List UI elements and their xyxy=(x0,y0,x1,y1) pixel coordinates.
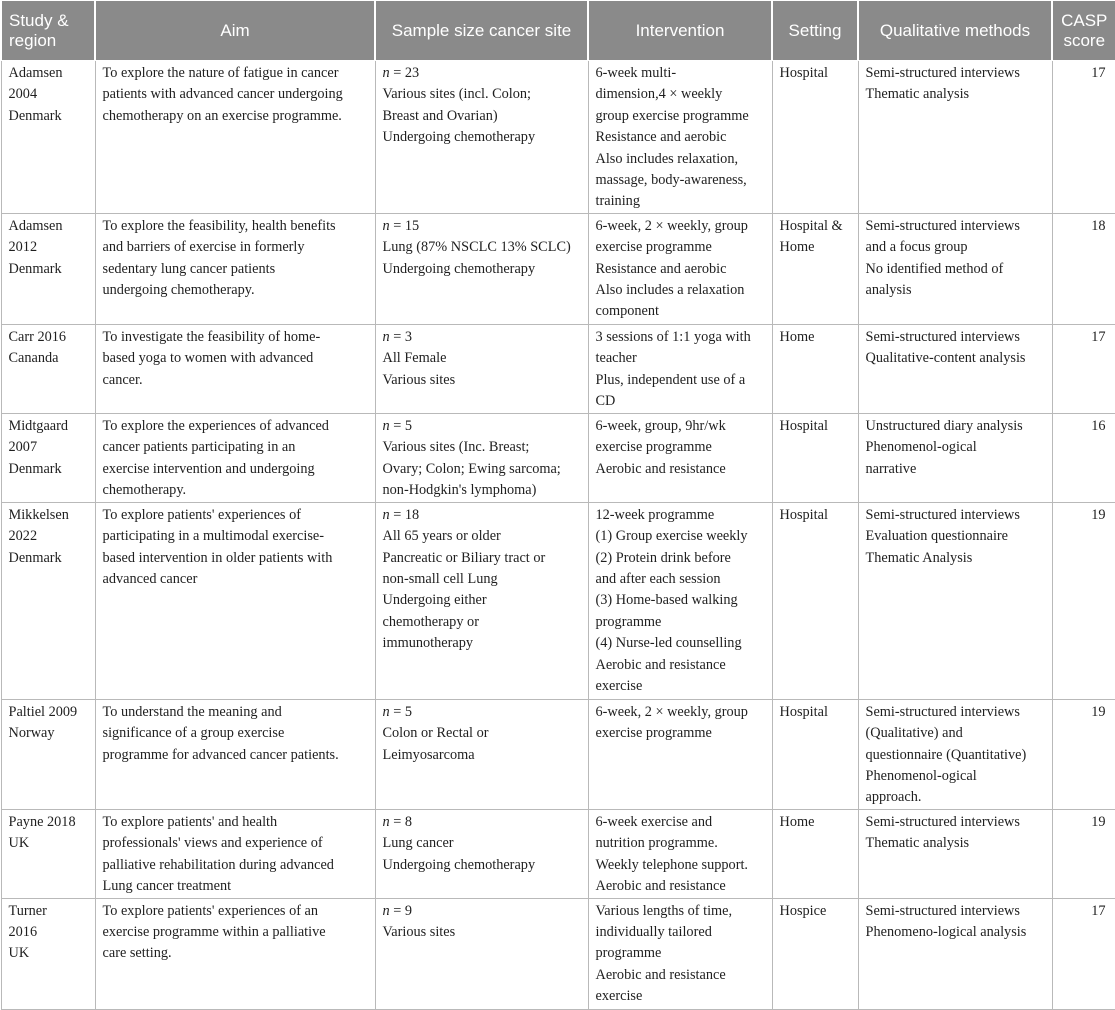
sample-size-line: n = 5 xyxy=(382,703,413,720)
sample-line: Pancreatic or Biliary tract or xyxy=(382,549,546,566)
aim-line: based yoga to women with advanced xyxy=(102,350,314,367)
setting-line: Hospice xyxy=(779,902,827,919)
methods-cell xyxy=(858,413,1052,502)
methods-line: No identified method of xyxy=(865,260,1004,277)
intervention-line: Plus, independent use of a xyxy=(595,371,746,388)
study-line: Turner xyxy=(8,902,47,919)
study-line: 2012 xyxy=(8,239,38,256)
aim-line: To explore the experiences of advanced xyxy=(102,417,329,434)
intervention-line: programme xyxy=(595,613,662,630)
sample-line: Various sites (incl. Colon; xyxy=(382,86,532,103)
intervention-line: (2) Protein drink before xyxy=(595,549,731,566)
header-setting: Setting xyxy=(772,1,858,61)
sample-size-line: n = 9 xyxy=(382,902,413,919)
sample-line: Undergoing either xyxy=(382,592,487,609)
methods-cell xyxy=(858,898,1052,1009)
study-line: 2016 xyxy=(8,923,38,940)
methods-line: Thematic analysis xyxy=(865,835,970,852)
sample-line: non-small cell Lung xyxy=(382,571,498,588)
aim-line: cancer. xyxy=(102,371,143,388)
intervention-cell xyxy=(588,213,772,324)
intervention-line: teacher xyxy=(595,350,637,367)
aim-line: To explore patients' and health xyxy=(102,813,278,830)
table-row xyxy=(1,699,1115,809)
casp-score-cell: 16 xyxy=(1052,413,1115,502)
sample-size-symbol: n xyxy=(382,217,390,234)
aim-line: patients with advanced cancer undergoing xyxy=(102,86,343,103)
setting-line: Home xyxy=(779,328,815,345)
aim-cell xyxy=(95,898,375,1009)
study-region-cell xyxy=(1,413,95,502)
aim-line: care setting. xyxy=(102,945,172,962)
setting-cell xyxy=(772,324,858,413)
aim-line: To explore patients' experiences of an xyxy=(102,902,319,919)
sample-size-symbol: n xyxy=(382,902,390,919)
methods-cell xyxy=(858,699,1052,809)
intervention-line: 6-week, 2 × weekly, group xyxy=(595,703,748,720)
study-line: Denmark xyxy=(8,460,62,477)
study-line: Adamsen xyxy=(8,217,63,234)
sample-line: Leimyosarcoma xyxy=(382,746,475,763)
header-aim: Aim xyxy=(95,1,375,61)
sample-line: Ovary; Colon; Ewing sarcoma; xyxy=(382,460,561,477)
setting-cell xyxy=(772,413,858,502)
aim-line: To understand the meaning and xyxy=(102,703,282,720)
intervention-line: Aerobic and resistance xyxy=(595,656,726,673)
sample-cell xyxy=(375,61,588,214)
aim-line: To explore the feasibility, health benefits xyxy=(102,217,336,234)
aim-cell xyxy=(95,502,375,699)
table-row xyxy=(1,502,1115,699)
methods-line: Phenomenol-ogical xyxy=(865,439,977,456)
sample-size-line: n = 3 xyxy=(382,328,413,345)
intervention-line: exercise programme xyxy=(595,439,712,456)
aim-line: participating in a multimodal exercise- xyxy=(102,528,325,545)
casp-score-cell: 19 xyxy=(1052,699,1115,809)
sample-size-value: 3 xyxy=(404,328,413,345)
aim-line: sedentary lung cancer patients xyxy=(102,260,276,277)
aim-line: Lung cancer treatment xyxy=(102,878,232,895)
header-row xyxy=(1,1,1115,61)
table-row xyxy=(1,324,1115,413)
header-casp-score: CASP score xyxy=(1052,1,1115,61)
study-region-cell xyxy=(1,898,95,1009)
aim-line: palliative rehabilitation during advanced xyxy=(102,856,334,873)
sample-size-symbol: n xyxy=(382,65,390,81)
intervention-line: massage, body-awareness, xyxy=(595,172,747,189)
intervention-line: group exercise programme xyxy=(595,107,749,124)
methods-line: Evaluation questionnaire xyxy=(865,528,1009,545)
sample-line: Various sites xyxy=(382,923,456,940)
intervention-line: 6-week exercise and xyxy=(595,813,713,830)
setting-line: Hospital & xyxy=(779,217,843,234)
intervention-line: Resistance and aerobic xyxy=(595,129,727,146)
sample-line: Breast and Ovarian) xyxy=(382,107,498,124)
aim-line: and barriers of exercise in formerly xyxy=(102,239,305,256)
methods-cell xyxy=(858,213,1052,324)
methods-cell xyxy=(858,324,1052,413)
sample-size-value: 9 xyxy=(404,902,413,919)
aim-line: significance of a group exercise xyxy=(102,725,285,742)
table-row xyxy=(1,809,1115,898)
sample-size-symbol: n xyxy=(382,417,390,434)
aim-line: chemotherapy. xyxy=(102,482,187,499)
aim-line: professionals' views and experience of xyxy=(102,835,323,852)
aim-line: To explore the nature of fatigue in cancer xyxy=(102,65,339,81)
header-qualitative-methods: Qualitative methods xyxy=(858,1,1052,61)
aim-cell xyxy=(95,413,375,502)
study-line: Norway xyxy=(8,725,55,742)
aim-cell xyxy=(95,699,375,809)
intervention-line: programme xyxy=(595,945,662,962)
study-line: Paltiel 2009 xyxy=(8,703,78,720)
methods-line: approach. xyxy=(865,789,922,806)
aim-line: programme for advanced cancer patients. xyxy=(102,746,339,763)
intervention-line: dimension,4 × weekly xyxy=(595,86,723,103)
intervention-line: exercise xyxy=(595,988,643,1005)
intervention-line: Aerobic and resistance xyxy=(595,878,726,895)
sample-line: Various sites xyxy=(382,371,456,388)
sample-cell xyxy=(375,502,588,699)
sample-line: Lung cancer xyxy=(382,835,454,852)
intervention-line: nutrition programme. xyxy=(595,835,718,852)
intervention-cell xyxy=(588,699,772,809)
casp-score-cell: 19 xyxy=(1052,502,1115,699)
study-line: Carr 2016 xyxy=(8,328,67,345)
aim-line: exercise intervention and undergoing xyxy=(102,460,315,477)
intervention-line: and after each session xyxy=(595,571,721,588)
setting-line: Hospital xyxy=(779,506,828,523)
setting-cell xyxy=(772,699,858,809)
study-line: Midtgaard xyxy=(8,417,69,434)
aim-line: To investigate the feasibility of home- xyxy=(102,328,321,345)
sample-line: All 65 years or older xyxy=(382,528,501,545)
casp-score-cell: 18 xyxy=(1052,213,1115,324)
aim-line: chemotherapy on an exercise programme. xyxy=(102,107,342,124)
setting-line: Hospital xyxy=(779,65,828,81)
table-body xyxy=(1,61,1115,1010)
intervention-cell xyxy=(588,324,772,413)
methods-line: narrative xyxy=(865,460,917,477)
methods-line: Thematic analysis xyxy=(865,86,970,103)
aim-cell xyxy=(95,213,375,324)
methods-line: Semi-structured interviews xyxy=(865,703,1020,720)
sample-size-symbol: n xyxy=(382,328,390,345)
table-row xyxy=(1,61,1115,214)
aim-line: cancer patients participating in an xyxy=(102,439,296,456)
casp-score-cell: 19 xyxy=(1052,809,1115,898)
intervention-line: Resistance and aerobic xyxy=(595,260,727,277)
sample-cell xyxy=(375,213,588,324)
methods-line: Semi-structured interviews xyxy=(865,328,1020,345)
sample-line: Undergoing chemotherapy xyxy=(382,856,536,873)
sample-line: Various sites (Inc. Breast; xyxy=(382,439,530,456)
methods-line: Phenomenol-ogical xyxy=(865,768,977,785)
methods-line: Semi-structured interviews xyxy=(865,65,1020,81)
intervention-line: Aerobic and resistance xyxy=(595,460,726,477)
setting-cell xyxy=(772,213,858,324)
methods-line: Thematic Analysis xyxy=(865,549,973,566)
sample-line: chemotherapy or xyxy=(382,613,479,630)
intervention-cell xyxy=(588,898,772,1009)
intervention-line: (3) Home-based walking xyxy=(595,592,738,609)
intervention-line: 6-week, 2 × weekly, group xyxy=(595,217,748,234)
aim-line: undergoing chemotherapy. xyxy=(102,282,255,299)
intervention-line: exercise programme xyxy=(595,239,712,256)
methods-cell xyxy=(858,809,1052,898)
intervention-line: 6-week, group, 9hr/wk xyxy=(595,417,726,434)
intervention-cell xyxy=(588,413,772,502)
intervention-line: CD xyxy=(595,393,616,410)
intervention-line: 6-week multi- xyxy=(595,65,677,81)
methods-line: Semi-structured interviews xyxy=(865,217,1020,234)
sample-size-value: 8 xyxy=(404,813,413,830)
aim-line: To explore patients' experiences of xyxy=(102,506,301,523)
study-region-cell xyxy=(1,324,95,413)
sample-size-value: 23 xyxy=(404,65,420,81)
sample-cell xyxy=(375,898,588,1009)
intervention-line: component xyxy=(595,303,660,320)
aim-line: based intervention in older patients with xyxy=(102,549,333,566)
table-row xyxy=(1,898,1115,1009)
methods-line: and a focus group xyxy=(865,239,968,256)
table-row xyxy=(1,413,1115,502)
methods-line: Semi-structured interviews xyxy=(865,902,1020,919)
methods-cell xyxy=(858,61,1052,214)
intervention-line: Also includes a relaxation xyxy=(595,282,745,299)
study-line: Payne 2018 xyxy=(8,813,76,830)
aim-cell xyxy=(95,809,375,898)
setting-cell xyxy=(772,502,858,699)
setting-cell xyxy=(772,898,858,1009)
study-line: 2022 xyxy=(8,528,38,545)
header-study-region: Study & region xyxy=(1,1,95,61)
sample-cell xyxy=(375,324,588,413)
intervention-line: exercise xyxy=(595,678,643,695)
aim-cell xyxy=(95,324,375,413)
sample-size-value: 15 xyxy=(404,217,420,234)
sample-size-value: 5 xyxy=(404,703,413,720)
study-region-cell xyxy=(1,213,95,324)
study-line: Denmark xyxy=(8,260,62,277)
sample-line: Colon or Rectal or xyxy=(382,725,489,742)
intervention-line: Weekly telephone support. xyxy=(595,856,748,873)
sample-cell xyxy=(375,413,588,502)
casp-score-cell: 17 xyxy=(1052,898,1115,1009)
sample-cell xyxy=(375,699,588,809)
sample-size-symbol: n xyxy=(382,813,390,830)
sample-size-value: 18 xyxy=(404,506,420,523)
casp-score-cell: 17 xyxy=(1052,61,1115,214)
table-row xyxy=(1,213,1115,324)
sample-size-symbol: n xyxy=(382,506,390,523)
intervention-line: (1) Group exercise weekly xyxy=(595,528,748,545)
casp-score-cell: 17 xyxy=(1052,324,1115,413)
sample-size-line: n = 15 xyxy=(382,217,420,234)
intervention-line: Aerobic and resistance xyxy=(595,966,726,983)
study-line: UK xyxy=(8,945,30,962)
intervention-line: Various lengths of time, xyxy=(595,902,733,919)
study-line: Mikkelsen xyxy=(8,506,69,523)
intervention-line: (4) Nurse-led counselling xyxy=(595,635,742,652)
study-line: 2007 xyxy=(8,439,38,456)
intervention-cell xyxy=(588,61,772,214)
intervention-line: exercise programme xyxy=(595,725,712,742)
header-intervention: Intervention xyxy=(588,1,772,61)
study-region-cell xyxy=(1,61,95,214)
setting-line: Home xyxy=(779,813,815,830)
aim-line: exercise programme within a palliative xyxy=(102,923,326,940)
methods-line: analysis xyxy=(865,282,912,299)
setting-line: Hospital xyxy=(779,703,828,720)
sample-line: Lung (87% NSCLC 13% SCLC) xyxy=(382,239,571,256)
study-line: Denmark xyxy=(8,107,62,124)
intervention-line: training xyxy=(595,193,640,210)
sample-size-line: n = 8 xyxy=(382,813,413,830)
sample-line: Undergoing chemotherapy xyxy=(382,260,536,277)
sample-cell xyxy=(375,809,588,898)
study-line: Cananda xyxy=(8,350,59,367)
intervention-cell xyxy=(588,809,772,898)
sample-size-line: n = 23 xyxy=(382,65,420,81)
methods-line: Semi-structured interviews xyxy=(865,506,1020,523)
methods-cell xyxy=(858,502,1052,699)
methods-line: Unstructured diary analysis xyxy=(865,417,1023,434)
intervention-line: Also includes relaxation, xyxy=(595,150,739,167)
sample-size-value: 5 xyxy=(404,417,413,434)
methods-line: Qualitative-content analysis xyxy=(865,350,1026,367)
methods-line: Phenomeno-logical analysis xyxy=(865,923,1027,940)
study-region-cell xyxy=(1,809,95,898)
study-region-cell xyxy=(1,502,95,699)
sample-line: Undergoing chemotherapy xyxy=(382,129,536,146)
methods-line: (Qualitative) and xyxy=(865,725,963,742)
sample-line: All Female xyxy=(382,350,447,367)
methods-line: Semi-structured interviews xyxy=(865,813,1020,830)
setting-line: Hospital xyxy=(779,417,828,434)
setting-line: Home xyxy=(779,239,815,256)
sample-size-line: n = 5 xyxy=(382,417,413,434)
sample-line: immunotherapy xyxy=(382,635,474,652)
header-sample-size: Sample size cancer site xyxy=(375,1,588,61)
study-line: UK xyxy=(8,835,30,852)
intervention-line: 3 sessions of 1:1 yoga with xyxy=(595,328,751,345)
intervention-cell xyxy=(588,502,772,699)
aim-cell xyxy=(95,61,375,214)
study-line: Adamsen xyxy=(8,65,63,81)
setting-cell xyxy=(772,61,858,214)
setting-cell xyxy=(772,809,858,898)
sample-line: non-Hodgkin's lymphoma) xyxy=(382,482,537,499)
sample-size-symbol: n xyxy=(382,703,390,720)
study-region-cell xyxy=(1,699,95,809)
aim-line: advanced cancer xyxy=(102,571,198,588)
study-line: 2004 xyxy=(8,86,38,103)
sample-size-line: n = 18 xyxy=(382,506,420,523)
intervention-line: individually tailored xyxy=(595,923,712,940)
study-line: Denmark xyxy=(8,549,62,566)
methods-line: questionnaire (Quantitative) xyxy=(865,746,1027,763)
intervention-line: 12-week programme xyxy=(595,506,715,523)
